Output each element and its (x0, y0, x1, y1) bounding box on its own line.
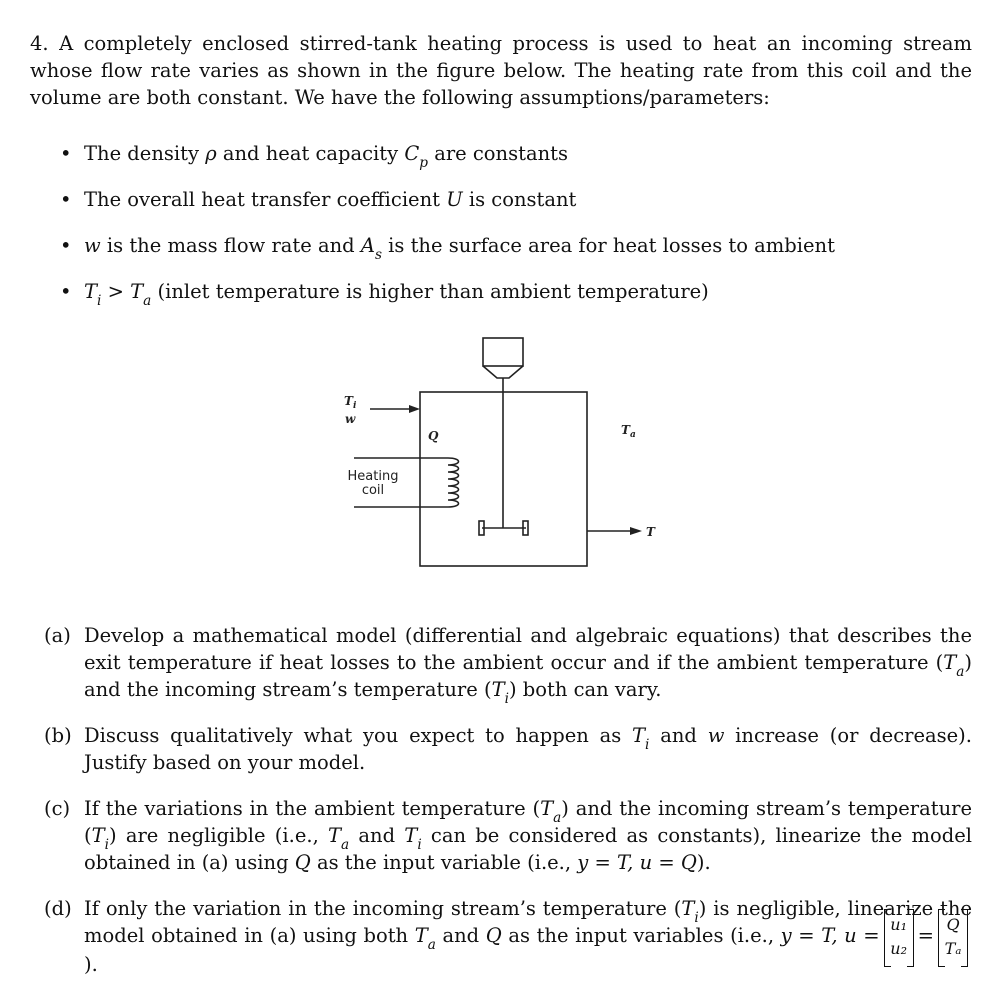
heating-coil-label-line2: coil (361, 483, 385, 498)
motor-coupling (483, 366, 523, 378)
problem-number: 4. (30, 32, 49, 55)
question-parts (44, 622, 972, 997)
bullet-dot: • (60, 188, 72, 211)
bullet-dot: • (60, 280, 72, 303)
part-b: (b) Discuss qualitatively what you expect to happen as $T_i$ and w increase (or decrease). Justify based on your model. (44, 724, 972, 774)
input-vector-q-ta: Q Tₐ (938, 909, 968, 965)
heating-coil-label-line1: Heating (347, 469, 399, 484)
assumption-density: • The density ρ and heat capacity $C_p$ are constants (60, 142, 568, 171)
assumption-list (60, 140, 835, 324)
part-label: (c) (44, 797, 71, 820)
coil-loops (448, 458, 459, 507)
outlet-temp-label: T (646, 525, 655, 539)
stirred-tank-diagram (330, 330, 690, 580)
intro-text: A completely enclosed stirred-tank heating process is used to heat an incoming stream whose flow rate varies as shown in the figure below. The heating rate from this coil and the volume are both constant. We have the following assumptions/parameters: (30, 32, 972, 109)
inlet-arrow-head (409, 405, 420, 413)
part-d: (d) If only the variation in the incoming stream’s temperature $(T_i)$ is negligible, linearize the model obtained in (a) using both $T_a$ and Q as the input variables (i.e., y = T, u = u₁ u₂ = Q Tₐ ). (44, 897, 972, 976)
part-c: (c) If the variations in the ambient temperature $(T_a)$ and the incoming stream’s temperature $(T_i)$ are negligible (i.e., $T_a$ and $T_i$ can be considered as constants), linearize the model obtained in (a) using Q as the input variable (i.e., y = T, u = Q). (44, 797, 972, 874)
outlet-arrow-head (630, 527, 642, 535)
bullet-dot: • (60, 234, 72, 257)
heat-rate-label: Q (428, 429, 439, 443)
part-a: (a) Develop a mathematical model (differential and algebraic equations) that describes the exit temperature if heat losses to the ambient occur and if the ambient temperature $(T_a)$ and the incoming stream’s temperature $(T_i)$ both can vary. (44, 624, 972, 707)
assumption-heat-transfer: • The overall heat transfer coefficient U is constant (60, 188, 577, 211)
part-label: (b) (44, 724, 72, 747)
part-label: (d) (44, 897, 72, 920)
ambient-temp-label: $T_a$ (621, 423, 636, 440)
inlet-temp-label: $T_i$ (344, 394, 357, 411)
assumption-temperatures: • $T_i > T_a$ (inlet temperature is higher than ambient temperature) (60, 280, 709, 309)
input-vector-u: u₁ u₂ (884, 909, 914, 965)
impeller-blade-left (479, 521, 484, 535)
inlet-flow-label: w (345, 412, 356, 426)
assumption-flow-area: • w is the mass flow rate and $A_s$ is the surface area for heat losses to ambient (60, 234, 835, 263)
problem-intro (30, 30, 972, 111)
part-label: (a) (44, 624, 71, 647)
bullet-dot: • (60, 142, 72, 165)
motor-housing (483, 338, 523, 366)
